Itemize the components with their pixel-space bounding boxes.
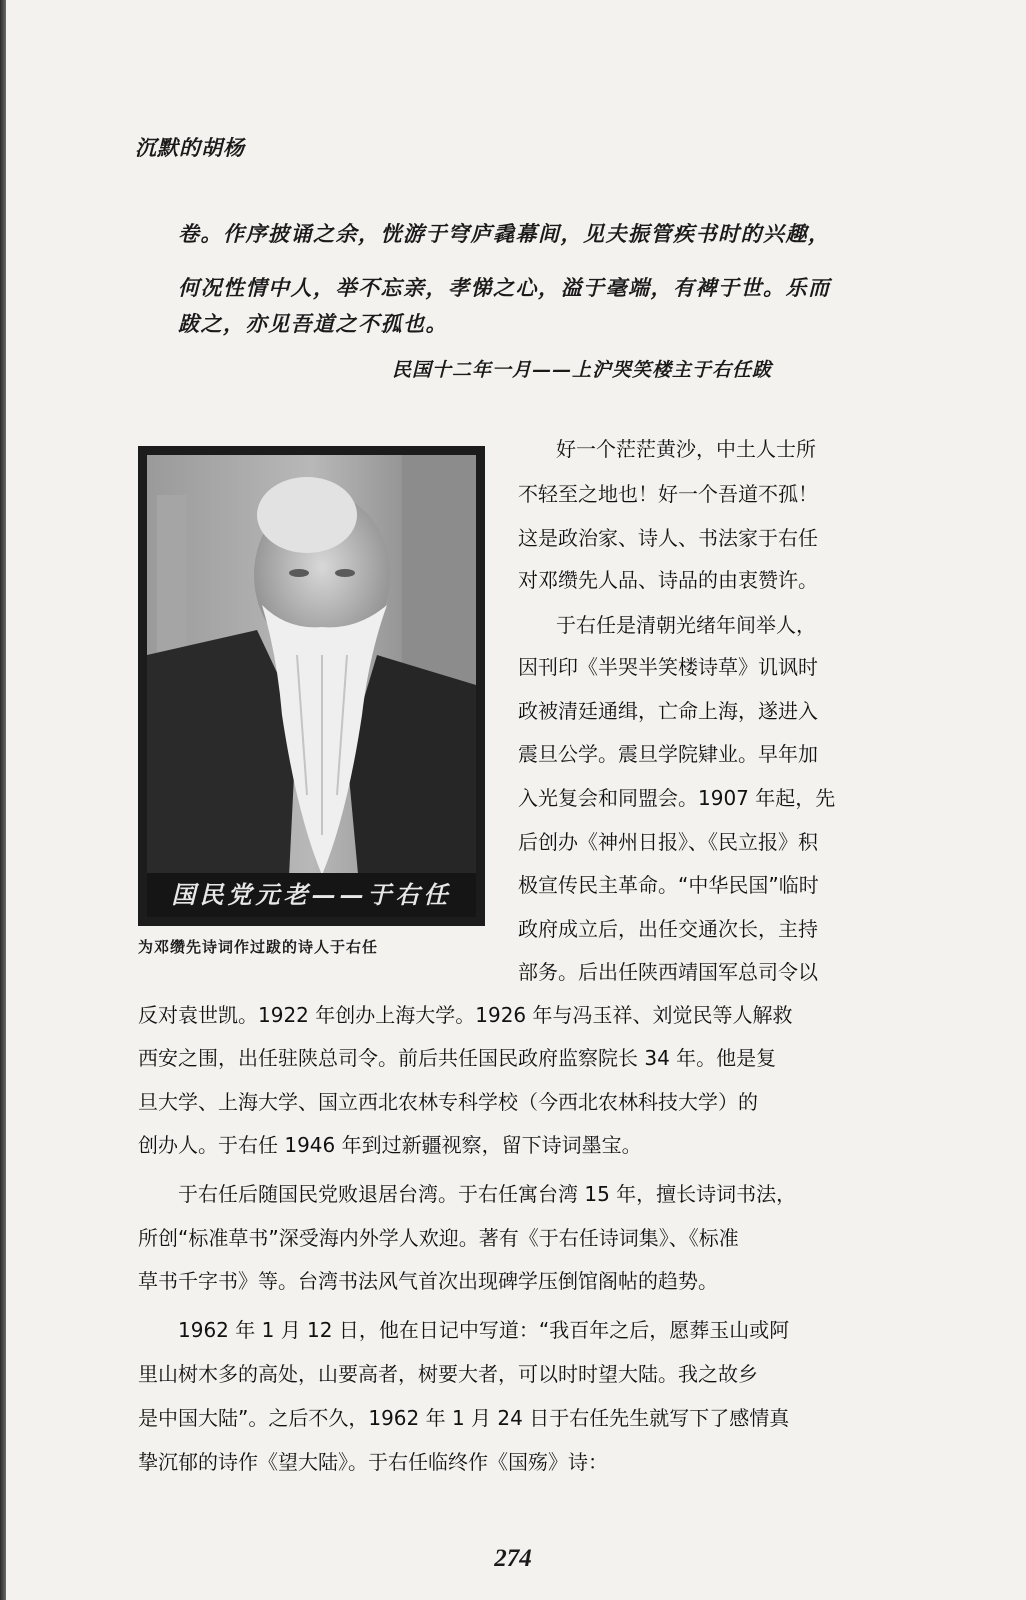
portrait-photo: [138, 446, 485, 926]
page-number: 274: [494, 1545, 532, 1572]
body-line: 于右任是清朝光绪年间举人，: [556, 613, 816, 637]
quote-line: 何况性情中人，举不忘亲，孝悌之心，溢于毫端，有裨于世。乐而: [178, 275, 831, 300]
photo-caption: 为邓缵先诗词作过跋的诗人于右任: [138, 938, 379, 956]
body-line: 西安之围，出任驻陕总司令。前后共任国民政府监察院长 34 年。他是复: [138, 1046, 777, 1070]
running-head: 沉默的胡杨: [135, 135, 245, 160]
body-line: 挚沉郁的诗作《望大陆》。于右任临终作《国殇》诗：: [138, 1450, 608, 1474]
body-line: 好一个茫茫黄沙，中土人士所: [556, 437, 816, 461]
body-line: 不轻至之地也！好一个吾道不孤！: [518, 482, 818, 506]
body-line: 震旦公学。震旦学院肄业。早年加: [518, 742, 818, 766]
body-line: 部务。后出任陕西靖国军总司令以: [518, 960, 818, 984]
body-line: 入光复会和同盟会。1907 年起，先: [518, 786, 836, 810]
body-line: 后创办《神州日报》、《民立报》积: [518, 830, 818, 854]
body-line: 草书千字书》等。台湾书法风气首次出现碑学压倒馆阁帖的趋势。: [138, 1269, 718, 1293]
body-line: 政被清廷通缉，亡命上海，遂进入: [518, 699, 818, 723]
body-line: 于右任后随国民党败退居台湾。于右任寓台湾 15 年，擅长诗词书法，: [178, 1182, 797, 1206]
photo-plate-text: 国民党元老——于右任: [147, 873, 476, 917]
body-line: 里山树木多的高处，山要高者，树要大者，可以时时望大陆。我之故乡: [138, 1362, 758, 1386]
page-edge: [0, 0, 6, 1600]
body-line: 1962 年 1 月 12 日，他在日记中写道：“我百年之后，愿葬玉山或阿: [178, 1318, 790, 1342]
photo-image: [147, 455, 476, 917]
body-line: 创办人。于右任 1946 年到过新疆视察，留下诗词墨宝。: [138, 1133, 642, 1157]
body-line: 政府成立后，出任交通次长，主持: [518, 917, 818, 941]
body-line: 极宣传民主革命。“中华民国”临时: [518, 873, 819, 897]
body-line: 旦大学、上海大学、国立西北农林专科学校（今西北农林科技大学）的: [138, 1090, 758, 1114]
quote-line: 卷。作序披诵之余，恍游于穹庐毳幕间，见夫振管疾书时的兴趣，: [178, 221, 831, 246]
quote-line: 跋之，亦见吾道之不孤也。: [178, 311, 448, 336]
portrait-illustration: [147, 455, 476, 917]
quote-signature: 民国十二年一月——上沪哭笑楼主于右任跋: [392, 359, 773, 381]
body-line: 所创“标准草书”深受海内外学人欢迎。著有《于右任诗词集》、《标准: [138, 1226, 739, 1250]
body-line: 对邓缵先人品、诗品的由衷赞许。: [518, 568, 818, 592]
body-line: 因刊印《半哭半笑楼诗草》讥讽时: [518, 655, 818, 679]
body-line: 这是政治家、诗人、书法家于右任: [518, 526, 818, 550]
body-line: 反对袁世凯。1922 年创办上海大学。1926 年与冯玉祥、刘觉民等人解救: [138, 1003, 793, 1027]
body-line: 是中国大陆”。之后不久，1962 年 1 月 24 日于右任先生就写下了感情真: [138, 1406, 790, 1430]
